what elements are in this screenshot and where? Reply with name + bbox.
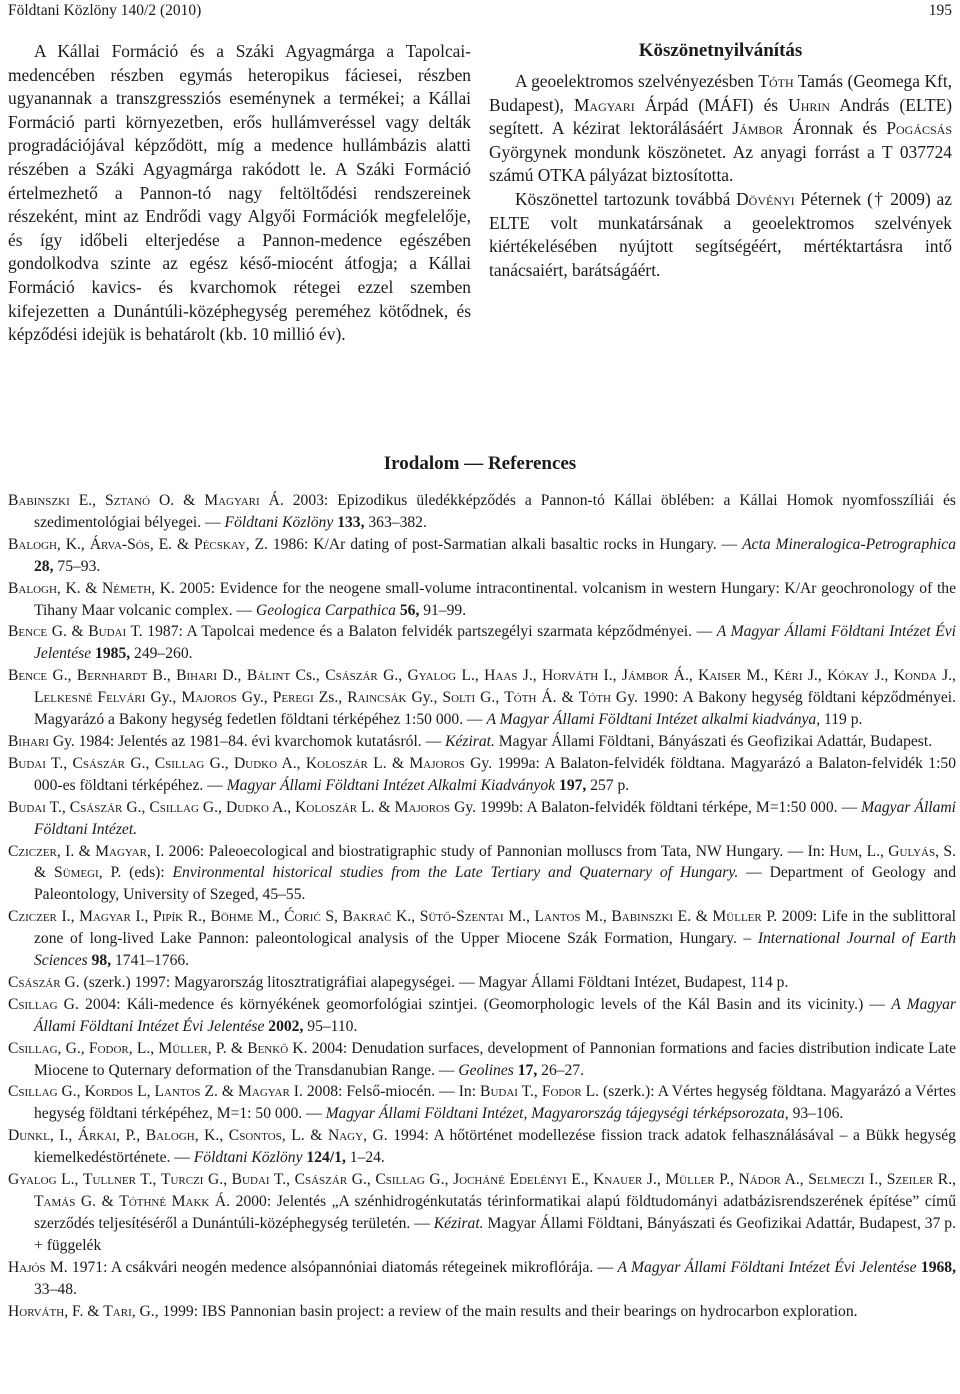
reference-entry: Budai T., Császár G., Csillag G., Dudko A., Koloszár L. & Majoros Gy. 1999b: A Balaton-felvidék földtani térképe, M=1:50 000. — Magyar Állami Földtani Intézet. (8, 798, 957, 838)
reference-entry: Gyalog L., Tullner T., Turczi G., Budai T., Császár G., Csillag G., Jocháné Edelényi E., Knauer J., Müller P., Nádor A., Selmeczi I., Szeiler R., Tamás G. & Tóthné Makk Á. 2000: Jelentés „A szénhidrogénkutatás térinformatikai alapú földtudományi adatbázisrendszerének építése” című szerződés teljesítéséről a Dunántúli-középhegység területén. — Kézirat. Magyar Állami Földtani, Bányászati és Geofizikai Adattár, Budapest, 37 p. + függelék (8, 1171, 957, 1254)
reference-entry: Csillag G. 2004: Káli-medence és környékének geomorfológiai szintjei. (Geomorphologic levels of the Kál Basin and its vicinity.) — A Magyar Állami Földtani Intézet Évi Jelentése 2002, 95–110. (8, 995, 956, 1035)
reference-entry: Babinszki E., Sztanó O. & Magyari Á. 2003: Epizodikus üledékképződés a Pannon-tó Kállai öblében: a Kállai Homok nyomfosszíliái és szedimentológiai bélyegei. — Földtani Közlöny 133, 363–382. (8, 492, 956, 531)
reference-entry: Csillag, G., Fodor, L., Müller, P. & Benkő K. 2004: Denudation surfaces, development of Pannonian formations and facies distribution indicate Late Miocene to Quternary deformation of the Transdanubian Range. — Geolines 17, 26–27. (8, 1039, 956, 1079)
reference-entry: Bence G. & Budai T. 1987: A Tapolcai medence és a Balaton felvidék partszegélyi szarmata képződményei. — A Magyar Állami Földtani Intézet Évi Jelentése 1985, 249–260. (8, 623, 957, 663)
journal-title: Földtani Közlöny 140/2 (2010) (8, 2, 202, 19)
references-list (8, 490, 956, 1322)
running-header (8, 0, 952, 22)
acknowledgements-paragraph: A geoelektromos szelvényezésben Tóth Tamás (Geomega Kft, Budapest), Magyari Árpád (MÁFI) és Uhrin András (ELTE) segített. A kézirat lektorálásáért Jámbor Áronnak és Pogácsás Györgynek mondunk köszönetet. Az anyagi forrást a T 037724 számú OTKA pályázat biztosította. (489, 71, 952, 186)
reference-entry: Cziczer, I. & Magyar, I. 2006: Paleoecological and biostratigraphic study of Pannonian molluscs from Tata, NW Hungary. — In: Hum, L., Gulyás, S. & Sümegi, P. (eds): Environmental historical studies from the Late Tertiary and Quaternary of Hungary. — Department of Geology and Paleontology, University of Szeged, 45–55. (8, 842, 956, 904)
left-column (8, 40, 471, 347)
reference-entry: Horváth, F. & Tari, G., 1999: IBS Pannonian basin project: a review of the main results and their bearings on hydrocarbon exploration. (8, 1302, 858, 1320)
reference-entry: Balogh, K. & Németh, K. 2005: Evidence for the neogene small-volume intracontinental. volcanism in western Hungary: K/Ar geochronology of the Tihany Maar volcanic complex. — Geologica Carpathica 56, 91–99. (8, 579, 956, 619)
acknowledgements-paragraph: Köszönettel tartozunk továbbá Dövényi Péternek († 2009) az ELTE volt munkatársának a geoelektromos szelvények kiértékelésében nyújtott segítségéért, mértéktartásra intő tanácsaiért, barátságáért. (489, 188, 952, 280)
reference-entry: Csillag G., Kordos L, Lantos Z. & Magyar I. 2008: Felső-miocén. — In: Budai T., Fodor L. (szerk.): A Vértes hegység földtana. Magyarázó a Vértes hegység földtani térképéhez, M=1: 50 000. — Magyar Állami Földtani Intézet, Magyarország tájegységi térképsorozata, 93–106. (8, 1083, 956, 1123)
reference-entry: Balogh, K., Árva-Sós, E. & Pécskay, Z. 1986: K/Ar dating of post-Sarmatian alkali basaltic rocks in Hungary. — Acta Mineralogica-Petrographica 28, 75–93. (8, 535, 956, 575)
reference-entry: Dunkl, I., Árkai, P., Balogh, K., Csontos, L. & Nagy, G. 1994: A hőtörténet modellezése fission track adatok felhasználásával – a Bükk hegység kiemelkedéstörténete. — Földtani Közlöny 124/1, 1–24. (8, 1127, 956, 1167)
acknowledgements-title: Köszönetnyilvánítás (638, 40, 803, 61)
body-paragraph: A Kállai Formáció és a Száki Agyagmárga a Tapolcai-medencében részben egymás heteropikus fáciesei, részben ugyanannak a transzgressziós eseménynek a termékei; a Kállai Formáció parti környezetben, erős hullámveréssel vagy delták progradációjával képződött, míg a medence hullámbázis alatti részében a Száki Agyagmárga rakódott le. A Száki Formáció értelmezhető a Pannon-tó nagy feltöltődési rendszereinek részeként, mint az Endrődi vagy Algyői Formációk megfelelője, és így időbeli elterjedése a Pannon-medence egészében gondolkodva szinte az egész késő-miocént átfogja; a Kállai Formáció kavics- és kvarchomok rétegei ezzel szemben kifejezetten a Dunántúli-középhegység pereméhez kötődnek, és képződési idejük is behatárolt (kb. 10 millió év). (8, 41, 471, 345)
reference-entry: Cziczer I., Magyar I., Pipík R., Böhme M., Ćorić S, Bakrač K., Sütő-Szentai M., Lantos M., Babinszki E. & Müller P. 2009: Life in the sublittoral zone of long-lived Lake Pannon: paleontological analysis of the Upper Miocene Szák Formation, Hungary. – International Journal of Earth Sciences 98, 1741–1766. (8, 908, 957, 970)
acknowledgements-section (489, 40, 952, 282)
reference-entry: Budai T., Császár G., Csillag G., Dudko A., Koloszár L. & Majoros Gy. 1999a: A Balaton-felvidék földtana. Magyarázó a Balaton-felvidék 1:50 000-es földtani térképéhez. — Magyar Állami Földtani Intézet Alkalmi Kiadványok 197, 257 p. (8, 754, 957, 794)
reference-entry: Bihari Gy. 1984: Jelentés az 1981–84. évi kvarchomok kutatásról. — Kézirat. Magyar Állami Földtani, Bányászati és Geofizikai Adattár, Budapest. (8, 732, 933, 750)
reference-entry: Hajós M. 1971: A csákvári neogén medence alsópannóniai diatomás rétegeinek mikroflórája. — A Magyar Állami Földtani Intézet Évi Jelentése 1968, 33–48. (8, 1258, 956, 1298)
reference-entry: Bence G., Bernhardt B., Bihari D., Bálint Cs., Császár G., Gyalog L., Haas J., Horváth I., Jámbor Á., Kaiser M., Kéri J., Kókay J., Konda J., Lelkesné Felvári Gy., Majoros Gy., Peregi Zs., Raincsák Gy., Solti G., Tóth Á. & Tóth Gy. 1990: A Bakony hegység földtani képződményei. Magyarázó a Bakony hegység fedetlen földtani térképéhez 1:50 000. — A Magyar Állami Földtani Intézet alkalmi kiadványa, 119 p. (8, 667, 957, 729)
page-number: 195 (928, 2, 952, 19)
reference-entry: Császár G. (szerk.) 1997: Magyarország litosztratigráfiai alapegységei. — Magyar Állami Földtani Intézet, Budapest, 114 p. (8, 973, 789, 991)
references-heading: Irodalom — References (383, 453, 577, 474)
